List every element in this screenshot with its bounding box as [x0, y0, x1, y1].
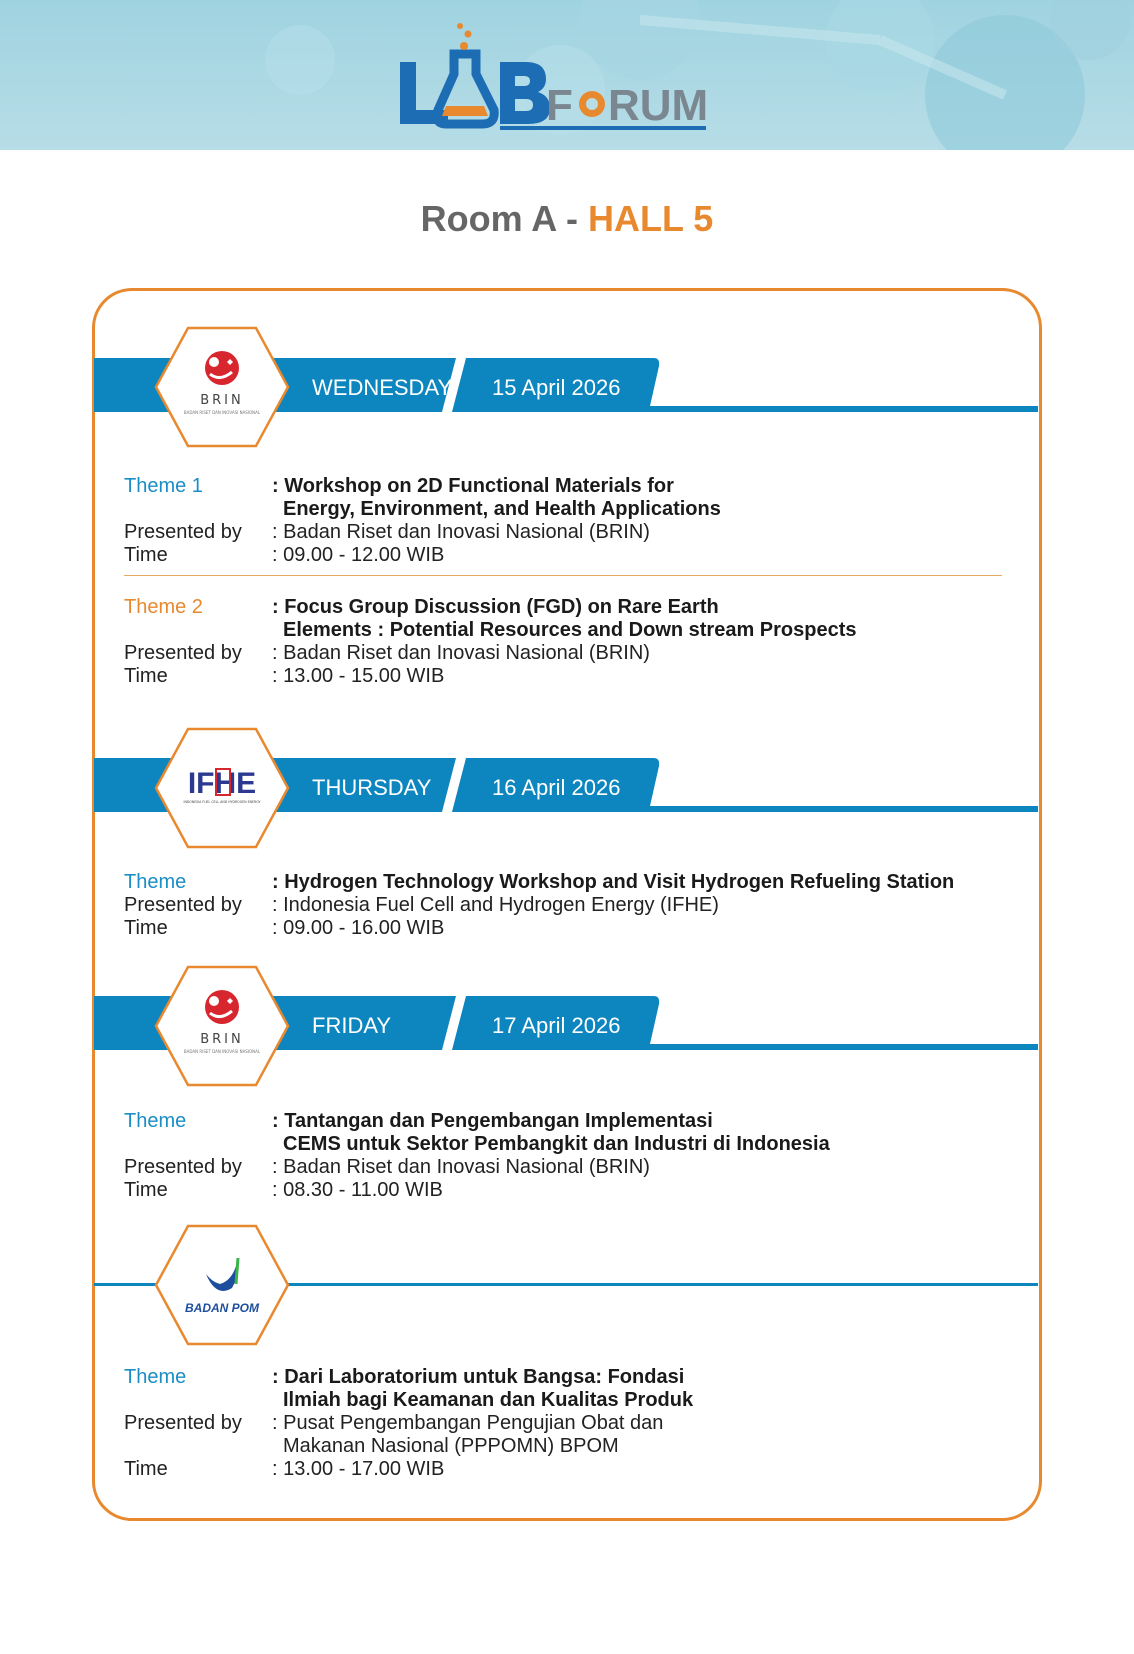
- room-prefix: Room A -: [420, 198, 588, 239]
- theme-label: Theme: [124, 1110, 187, 1132]
- day-name: THURSDAY: [312, 775, 432, 800]
- presenter: : Badan Riset dan Inovasi Nasional (BRIN): [272, 1156, 650, 1178]
- svg-text:BRIN: BRIN: [200, 1032, 244, 1047]
- presented-by-label: Presented by: [124, 1156, 242, 1178]
- svg-text:BRIN: BRIN: [200, 393, 244, 408]
- presenter: : Indonesia Fuel Cell and Hydrogen Energy (IFHE): [272, 894, 719, 916]
- presenter: : Pusat Pengembangan Pengujian Obat dan Makanan Nasional (PPPOMN) BPOM: [272, 1412, 664, 1457]
- theme-title: : Workshop on 2D Functional Materials for Energy, Environment, and Health Applications: [272, 475, 721, 520]
- brin-logo: [154, 965, 290, 1087]
- presented-by-label: Presented by: [124, 642, 242, 664]
- time-label: Time: [124, 665, 168, 687]
- day-name: FRIDAY: [312, 1013, 392, 1038]
- theme-label: Theme: [124, 1366, 187, 1388]
- session-time: : 13.00 - 15.00 WIB: [272, 665, 445, 687]
- session-time: : 09.00 - 12.00 WIB: [272, 544, 445, 566]
- presented-by-label: Presented by: [124, 521, 242, 543]
- ifhe-logo: [154, 727, 290, 849]
- svg-text:IFHE: IFHE: [187, 767, 257, 800]
- day-date: 15 April 2026: [492, 375, 621, 400]
- svg-text:RUM: RUM: [608, 81, 709, 130]
- theme-title: : Tantangan dan Pengembangan Implementasi CEMS untuk Sektor Pembangkit dan Industri di Indonesia: [272, 1110, 830, 1155]
- session-divider: [124, 575, 1002, 576]
- header-banner: [0, 0, 1134, 150]
- theme-label: Theme 1: [124, 475, 203, 497]
- session-time: : 13.00 - 17.00 WIB: [272, 1458, 445, 1480]
- page-title: [0, 198, 1134, 240]
- presenter: : Badan Riset dan Inovasi Nasional (BRIN): [272, 521, 650, 543]
- brin-logo: [154, 326, 290, 448]
- session-friday-1: [124, 1110, 830, 1202]
- session-time: : 09.00 - 16.00 WIB: [272, 917, 445, 939]
- labforum-logo: [396, 22, 736, 134]
- svg-text:BADAN POM: BADAN POM: [185, 1301, 259, 1315]
- time-label: Time: [124, 544, 168, 566]
- presenter: : Badan Riset dan Inovasi Nasional (BRIN): [272, 642, 650, 664]
- theme-title: : Focus Group Discussion (FGD) on Rare Earth Elements : Potential Resources and Down stream Prospects: [272, 596, 857, 641]
- theme-label: Theme 2: [124, 596, 203, 618]
- day-date: 17 April 2026: [492, 1013, 621, 1038]
- theme-title: : Hydrogen Technology Workshop and Visit Hydrogen Refueling Station: [272, 871, 955, 893]
- svg-text:F: F: [546, 81, 573, 130]
- session-wednesday-2: [124, 596, 857, 688]
- svg-text:BADAN RISET DAN INOVASI NASION: BADAN RISET DAN INOVASI NASIONAL: [183, 410, 261, 415]
- day-date: 16 April 2026: [492, 775, 621, 800]
- session-wednesday-1: [124, 475, 721, 567]
- presented-by-label: Presented by: [124, 1412, 242, 1434]
- session-bpom-1: [124, 1366, 693, 1481]
- svg-text:BADAN RISET DAN INOVASI NASION: BADAN RISET DAN INOVASI NASIONAL: [183, 1049, 261, 1054]
- time-label: Time: [124, 1458, 168, 1480]
- theme-label: Theme: [124, 871, 187, 893]
- time-label: Time: [124, 917, 168, 939]
- theme-title: : Dari Laboratorium untuk Bangsa: Fondasi Ilmiah bagi Keamanan dan Kualitas Produk: [272, 1366, 694, 1411]
- time-label: Time: [124, 1179, 168, 1201]
- badan-pom-logo: [154, 1224, 290, 1346]
- session-thursday-1: [124, 871, 954, 940]
- day-name: WEDNESDAY: [312, 375, 453, 400]
- hall-label: HALL 5: [587, 198, 714, 239]
- session-time: : 08.30 - 11.00 WIB: [272, 1179, 443, 1201]
- presented-by-label: Presented by: [124, 894, 242, 916]
- svg-text:INDONESIA FUEL CELL AND HYDROG: INDONESIA FUEL CELL AND HYDROGEN ENERGY: [183, 800, 261, 804]
